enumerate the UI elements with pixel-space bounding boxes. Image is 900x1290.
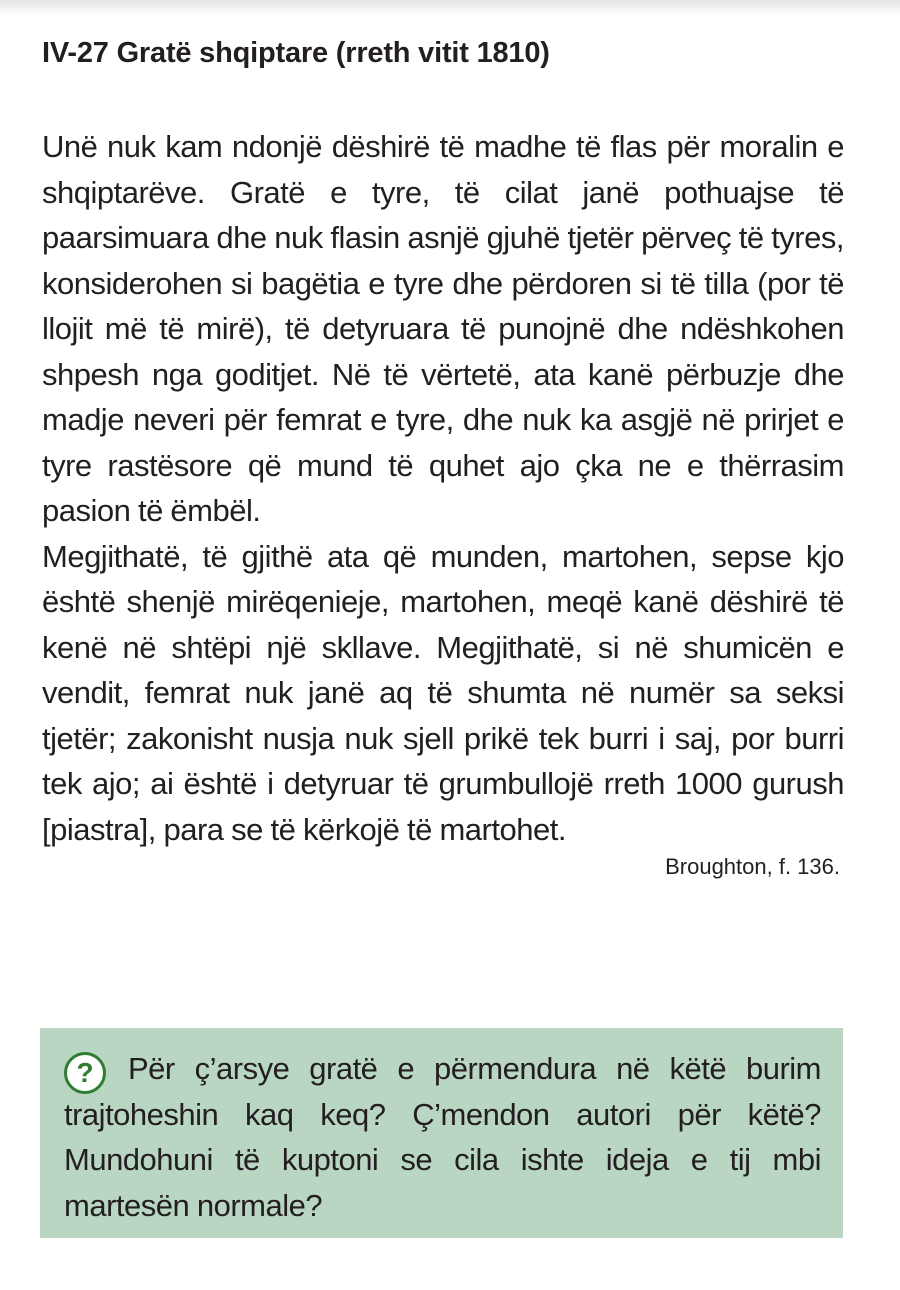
question-circle-icon: ? [64, 1052, 106, 1094]
document-page [42, 34, 844, 882]
page-title: IV-27 Gratë shqiptare (rreth vitit 1810) [42, 37, 550, 69]
question-text: Për ç’arsye gratë e përmendura në këtë burim trajtoheshin kaq keq? Ç’mendon autori për këtë? Mundohuni të kuptoni se cila ishte ideja e tij mbi martesën normale? [64, 1051, 821, 1223]
paragraph-2: Megjithatë, të gjithë ata që munden, martohen, sepse kjo është shenjë mirëqenieje, martohen, meqë kanë dëshirë të kenë në shtëpi një skllave. Megjithatë, si në shumicën e vendit, femrat nuk janë aq të shumta në numër sa seksi tjetër; zakonisht nusja nuk sjell prikë tek burri i saj, por burri tek ajo; ai është i detyruar të grumbullojë rreth 1000 gurush [piastra], para se të kërkojë të martohet. [42, 538, 844, 847]
source-text [42, 124, 844, 882]
top-edge-shadow [0, 0, 900, 16]
source-citation: Broughton, f. 136. [665, 854, 840, 879]
question-box [40, 1028, 843, 1238]
paragraph-1: Unë nuk kam ndonjë dëshirë të madhe të flas për moralin e shqiptarëve. Gratë e tyre, të cilat janë pothuajse të paarsimuara dhe nuk flasin asnjë gjuhë tjetër përveç të tyres, konsiderohen si bagëtia e tyre dhe përdoren si të tilla (por të llojit më të mirë), të detyruara të punojnë dhe ndëshkohen shpesh nga goditjet. Në të vërtetë, ata kanë përbuzje dhe madje neveri për femrat e tyre, dhe nuk ka asgjë në prirjet e tyre rastësore që mund të quhet ajo çka ne e thërrasim pasion të ëmbël. [42, 129, 844, 528]
